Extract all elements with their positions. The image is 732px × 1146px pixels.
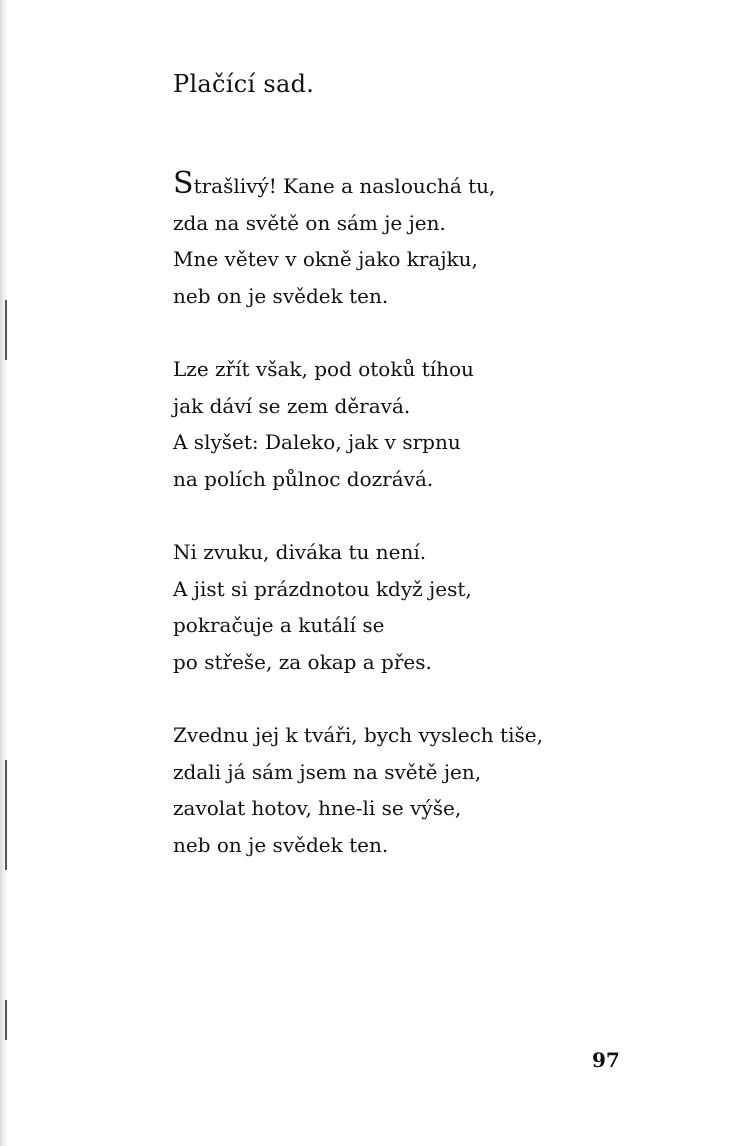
page-number: 97 bbox=[592, 1048, 620, 1072]
poem-body bbox=[173, 168, 693, 900]
poem-line: neb on je svědek ten. bbox=[173, 283, 389, 308]
poem-line: neb on je svědek ten. bbox=[173, 832, 389, 857]
poem-line: pokračuje a kutálí se bbox=[173, 613, 385, 637]
page-gutter-shadow bbox=[0, 0, 8, 1146]
scan-edge-mark bbox=[5, 1000, 7, 1040]
scan-edge-mark bbox=[5, 760, 7, 870]
poem-line: Zvednu jej k tváři, bych vyslech tiše, bbox=[173, 723, 543, 747]
poem-line: Ni zvuku, diváka tu není. bbox=[173, 540, 427, 564]
poem-line: Mne větev v okně jako krajku, bbox=[173, 247, 478, 271]
stanza-2 bbox=[173, 351, 693, 497]
poem-line: zda na světě on sám je jen. bbox=[173, 210, 446, 235]
stanza-4 bbox=[173, 717, 693, 863]
poem-line: po střeše, za okap a přes. bbox=[173, 649, 432, 674]
poem-title: Plačící sad. bbox=[173, 70, 315, 98]
poem-line: zavolat hotov, hne-li se výše, bbox=[173, 796, 462, 820]
poem-line bbox=[173, 168, 693, 205]
initial-letter: S bbox=[173, 166, 194, 201]
poem-line: A jist si prázdnotou když jest, bbox=[173, 576, 472, 601]
poem-line: na polích půlnoc dozrává. bbox=[173, 466, 434, 491]
first-line-text: trašlivý! Kane a naslouchá tu, bbox=[193, 174, 496, 198]
poem-line: A slyšet: Daleko, jak v srpnu bbox=[173, 430, 461, 454]
scan-edge-mark bbox=[5, 300, 7, 360]
stanza-1 bbox=[173, 168, 693, 314]
poem-line: Lze zřít však, pod otoků tíhou bbox=[173, 357, 474, 381]
poem-line: zdali já sám jsem na světě jen, bbox=[173, 759, 482, 784]
poem-line: jak dáví se zem děravá. bbox=[173, 393, 411, 418]
stanza-3 bbox=[173, 534, 693, 680]
